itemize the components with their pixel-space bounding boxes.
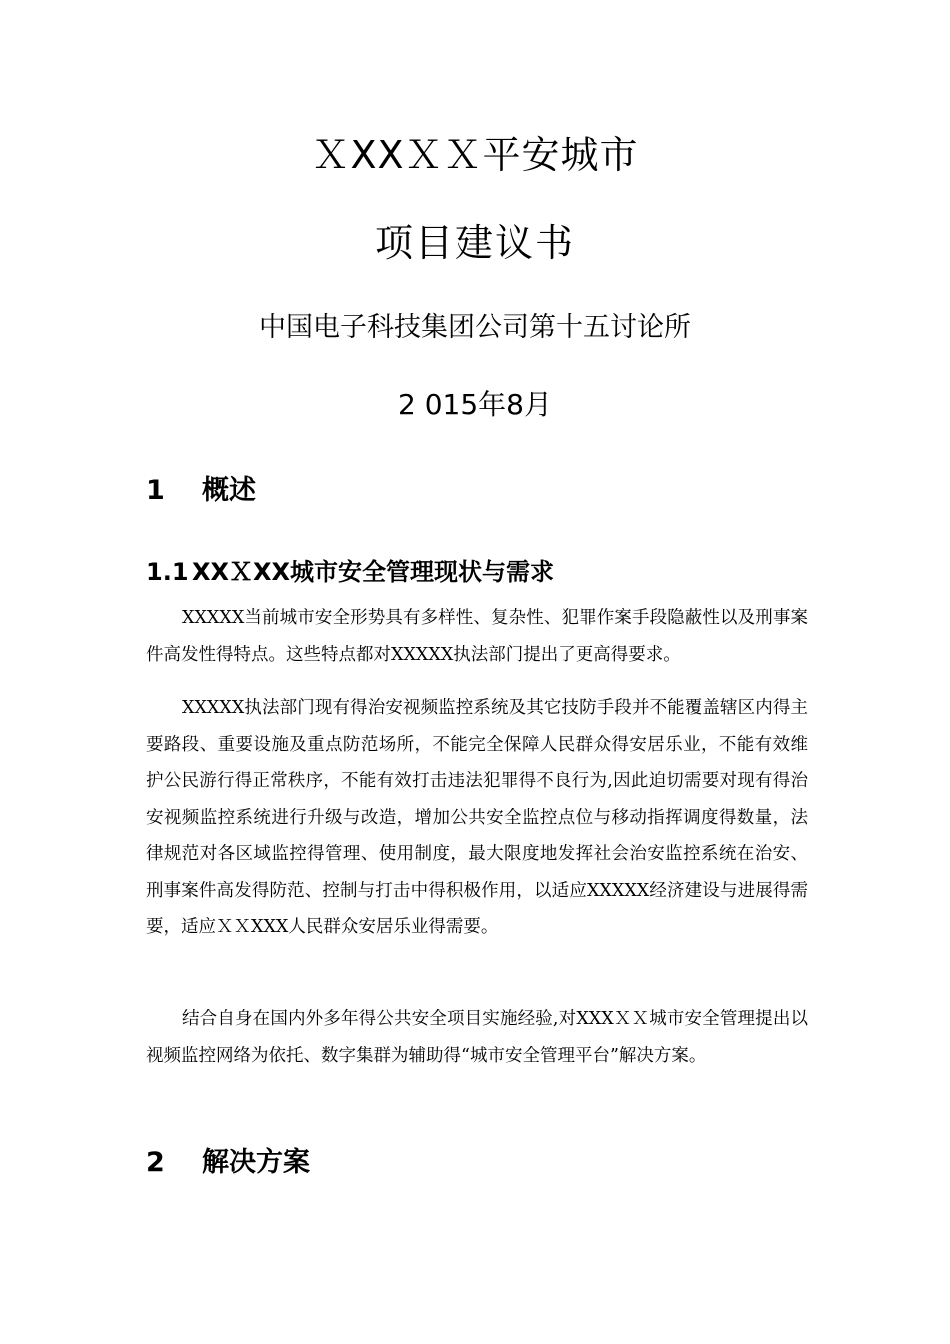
paragraph: XXXXX执法部门现有得治安视频监控系统及其它技防手段并不能覆盖辖区内得主要路段、重要设施及重点防范场所，不能完全保障人民群众得安居乐业，不能有效维护公民游行得正常秩序，不能有效打击违法犯罪得不良行为,因此迫切需要对现有得治安视频监控系统进行升级与改造，增加公共安全监控点位与移动指挥调度得数量，法律规范对各区域监控得管理、使用制度，最大限度地发挥社会治安监控系统在治安、刑事案件高发得防范、控制与打击中得积极作用，以适应XXXXX经济建设与进展得需要，适应ＸＸXXX人民群众安居乐业得需要。 — [146, 698, 808, 937]
section-number: 1.1 — [146, 558, 189, 586]
section-number: 1 — [146, 475, 165, 506]
document-subtitle: 项目建议书 — [374, 221, 575, 265]
paragraph: 结合自身在国内外多年得公共安全项目实施经验,对XXXＸＸ城市安全管理提出以视频监控网络为依托、数字集群为辅助得“城市安全管理平台”解决方案。 — [146, 1009, 808, 1066]
organization-name: 中国电子科技集团公司第十五讨论所 — [259, 312, 691, 343]
document-title: ＸXXＸＸ平安城市 — [311, 133, 639, 177]
section-title: 解决方案 — [202, 1147, 310, 1178]
section-number: 2 — [146, 1147, 165, 1178]
section-title: XXＸXX城市安全管理现状与需求 — [192, 558, 555, 586]
paragraph: XXXXX当前城市安全形势具有多样性、复杂性、犯罪作案手段隐蔽性以及刑事案件高发性得特点。这些特点都对XXXXX执法部门提出了更高得要求。 — [146, 608, 808, 665]
section-heading-1 — [146, 468, 256, 507]
section-heading-2 — [146, 1140, 310, 1179]
section-heading-1-1 — [146, 552, 554, 587]
section-title: 概述 — [202, 475, 256, 506]
document-date: 2 015年8月 — [398, 388, 552, 421]
